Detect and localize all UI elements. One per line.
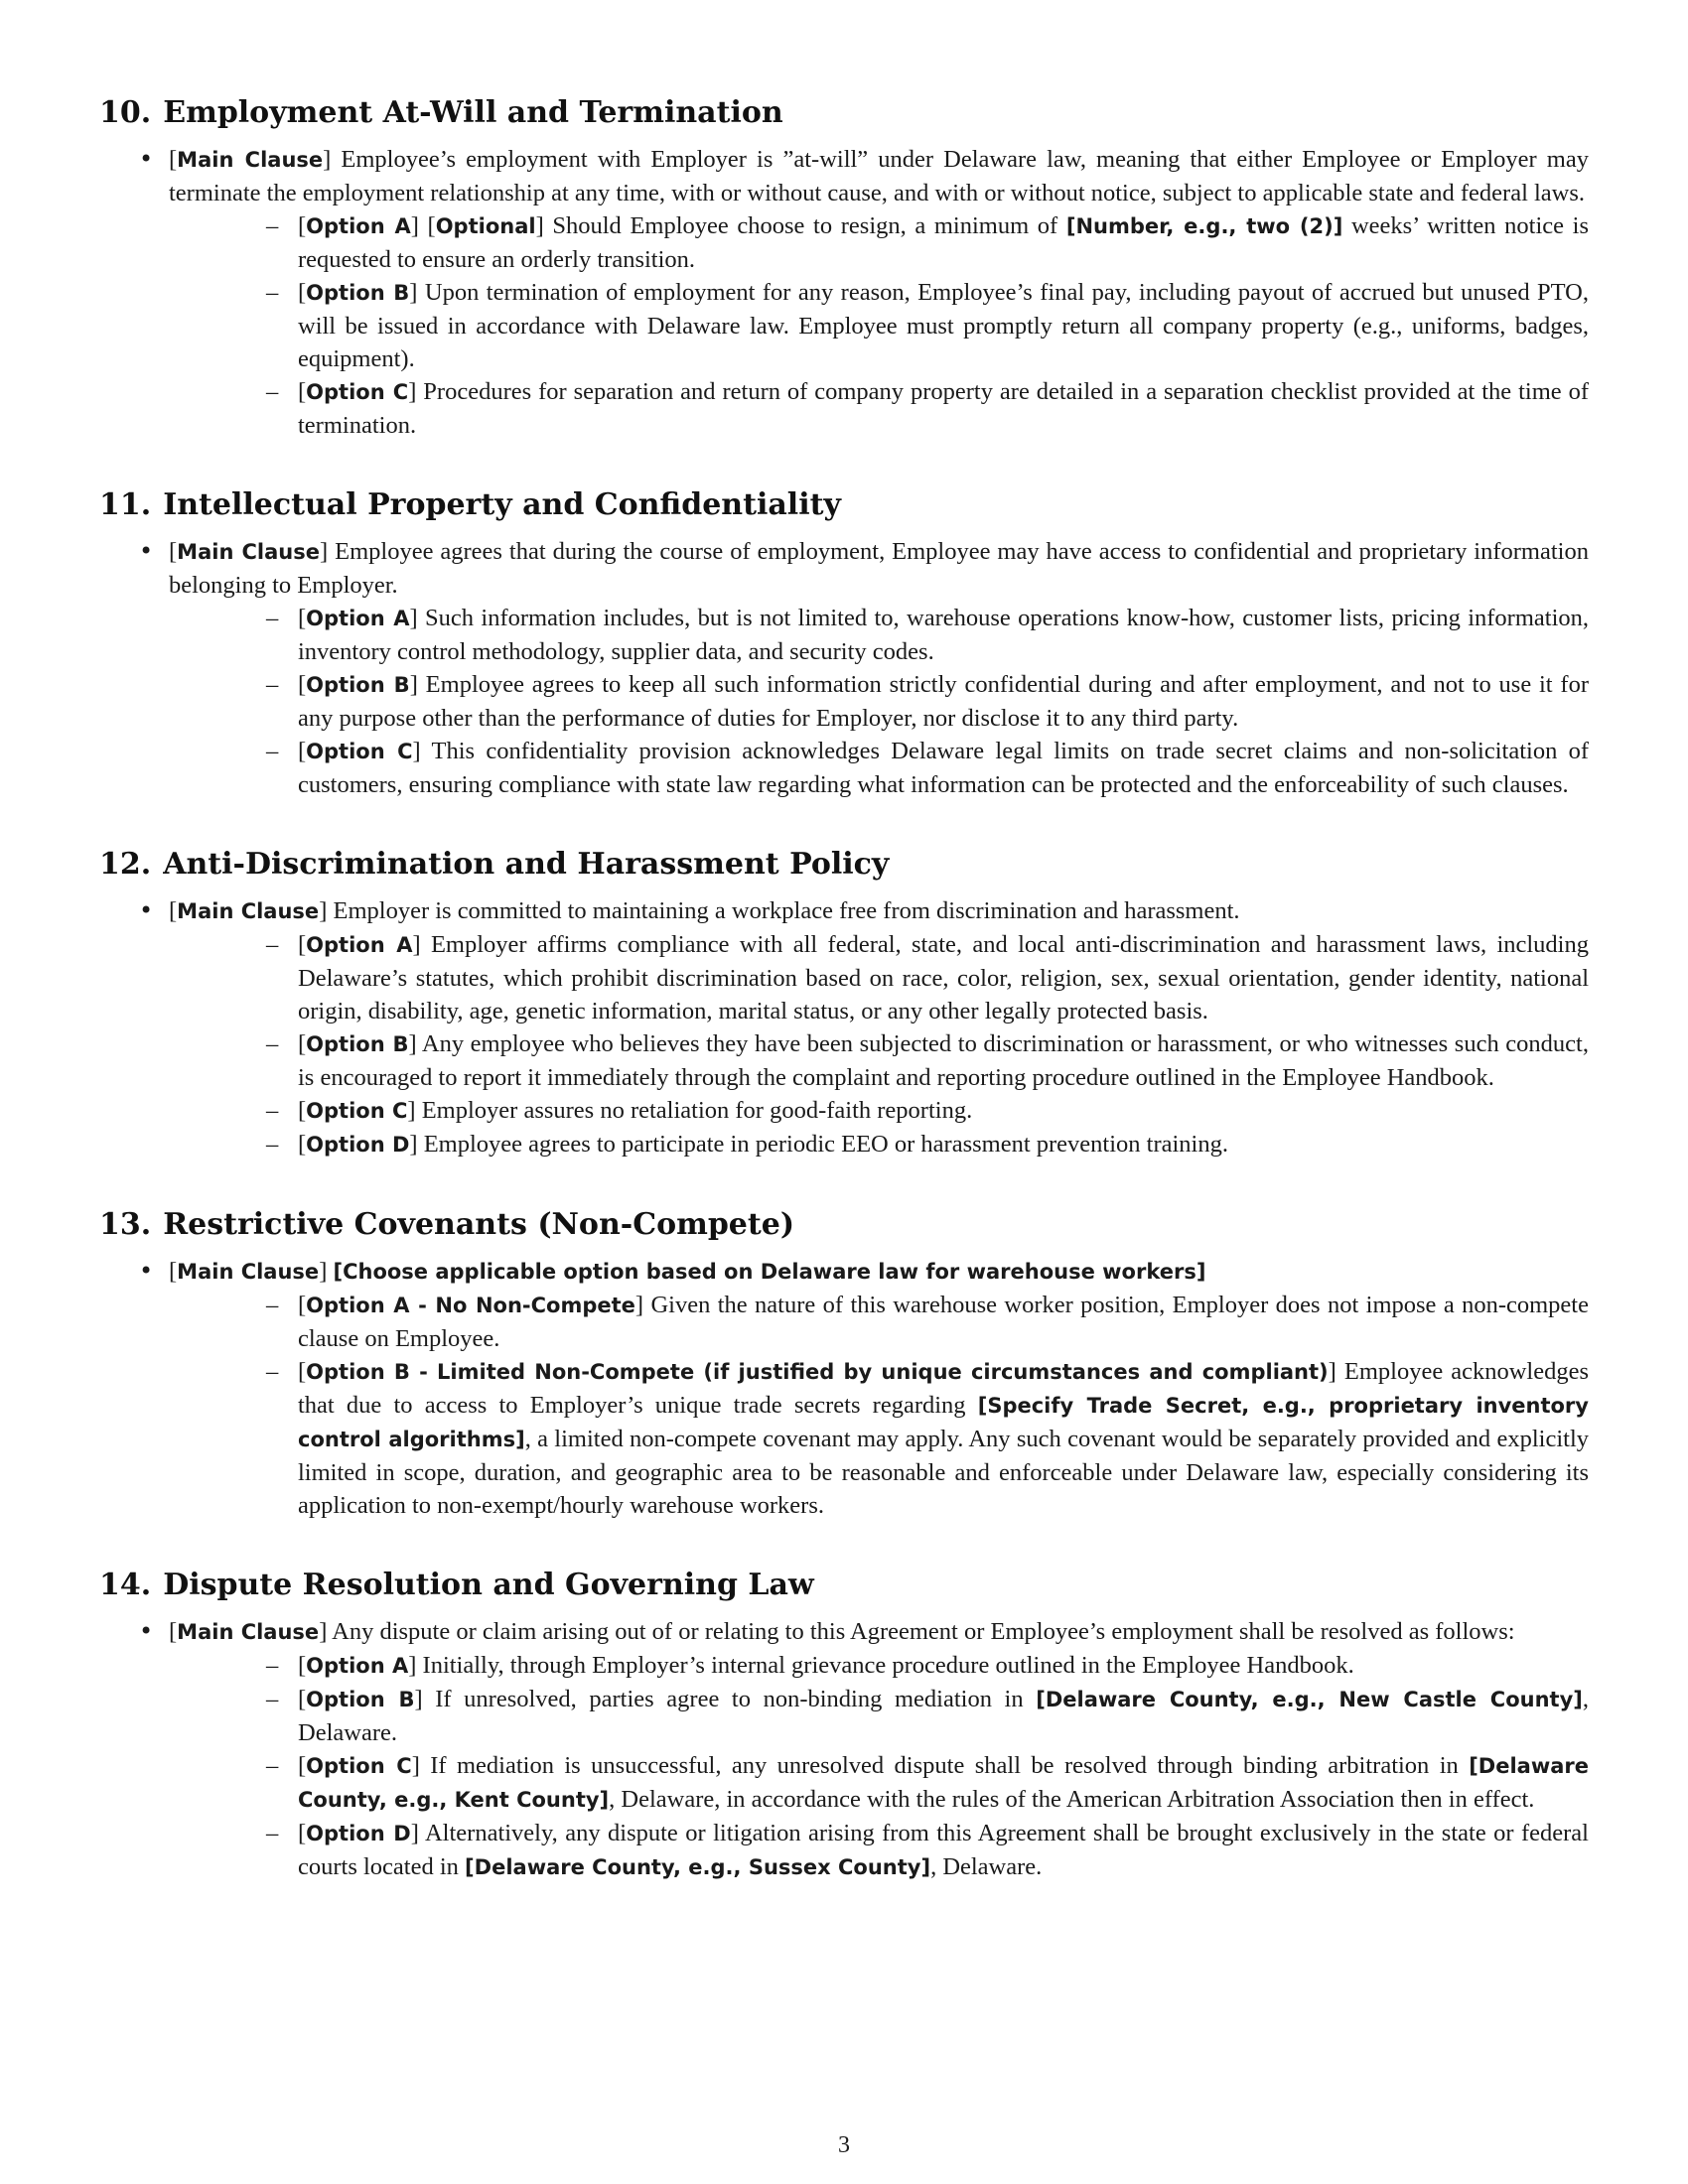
option-item	[169, 1094, 1589, 1128]
section-heading	[99, 1564, 1589, 1607]
placeholder-field: [Specify Trade Secret, e.g., proprietary inventory control algorithms]	[298, 1394, 1589, 1451]
option-body-cont: , Delaware.	[298, 1686, 1589, 1746]
option-item	[169, 276, 1589, 375]
clause-tag: Main Clause	[177, 1620, 320, 1644]
dash-icon: –	[266, 1820, 279, 1846]
clause-list	[99, 894, 1589, 1161]
option-list	[169, 1649, 1589, 1884]
option-tag: Option C	[306, 1754, 412, 1778]
option-text: [Option B] Any employee who believes they have been subjected to discrimination or harassment, or who witnesses such conduct, is encouraged to report it immediately through the complaint and reporting procedure outlined in the Employee Handbook.	[298, 1030, 1589, 1091]
section-heading	[99, 483, 1589, 527]
clause-tag: Main Clause	[177, 1260, 320, 1284]
option-tag: Option B	[306, 1032, 409, 1056]
option-item	[169, 1355, 1589, 1522]
clause-tag: Main Clause	[177, 148, 324, 172]
main-clause	[99, 1615, 1589, 1884]
main-clause-text: [Main Clause] Employer is committed to maintaining a workplace free from discrimination and harassment.	[169, 897, 1240, 924]
bullet-icon: •	[139, 537, 154, 565]
option-text: [Option B] Employee agrees to keep all such information strictly confidential during and after employment, and not to use it for any purpose other than the performance of duties for Employer, nor disclose it to any third party.	[298, 671, 1589, 732]
section-14	[99, 1564, 1589, 1884]
section-number: 13.	[99, 1207, 152, 1242]
option-body: Employee agrees to participate in periodic EEO or harassment prevention training.	[423, 1131, 1228, 1158]
clause-body: Any dispute or claim arising out of or relating to this Agreement or Employee’s employment shall be resolved as follows:	[332, 1618, 1515, 1645]
bullet-icon: •	[139, 145, 154, 173]
option-body: Procedures for separation and return of company property are detailed in a separation checklist provided at the time of termination.	[298, 378, 1589, 439]
clause-list	[99, 1615, 1589, 1884]
bullet-icon: •	[139, 896, 154, 924]
option-item	[169, 668, 1589, 735]
option-body: If mediation is unsuccessful, any unresolved dispute shall be resolved through binding arbitration in	[430, 1752, 1470, 1779]
section-title: Restrictive Covenants (Non-Compete)	[163, 1207, 795, 1242]
section-13	[99, 1203, 1589, 1522]
section-number: 11.	[99, 487, 152, 522]
main-clause	[99, 143, 1589, 442]
main-clause-text: [Main Clause] Employee agrees that during the course of employment, Employee may have access to confidential and proprietary information belonging to Employer.	[169, 538, 1589, 599]
option-item	[169, 1649, 1589, 1683]
option-item	[169, 602, 1589, 668]
dash-icon: –	[266, 1686, 279, 1712]
dash-icon: –	[266, 1097, 279, 1124]
option-body: Employee agrees to keep all such information strictly confidential during and after employment, and not to use it for any purpose other than the performance of duties for Employer, nor disclose it to any third party.	[298, 671, 1589, 732]
option-text: [Option A] [Optional] Should Employee choose to resign, a minimum of [Number, e.g., two (2)] weeks’ written notice is requested to ensure an orderly transition.	[298, 212, 1590, 273]
main-clause	[99, 894, 1589, 1161]
option-list	[169, 1289, 1589, 1522]
section-heading	[99, 843, 1589, 887]
option-body-cont: , a limited non-compete covenant may apply. Any such covenant would be separately provided and explicitly limited in scope, duration, and geographic area to be reasonable and enforceable under Delaware law, especially considering its application to non-exempt/hourly warehouse workers.	[298, 1426, 1590, 1519]
main-clause-text: [Main Clause] Employee’s employment with Employer is ”at-will” under Delaware law, meaning that either Employee or Employer may terminate the employment relationship at any time, with or without cause, and with or without notice, subject to applicable state and federal laws.	[169, 146, 1589, 206]
option-text: [Option C] If mediation is unsuccessful, any unresolved dispute shall be resolved through binding arbitration in [Delaware County, e.g., Kent County], Delaware, in accordance with the rules of the American Arbitration Association then in effect.	[298, 1752, 1589, 1813]
option-item	[169, 1749, 1589, 1817]
section-number: 10.	[99, 95, 152, 130]
option-item	[169, 1027, 1589, 1094]
option-item	[169, 1289, 1589, 1355]
option-list	[169, 209, 1589, 442]
clause-body: Employee agrees that during the course of employment, Employee may have access to confidential and proprietary information belonging to Employer.	[169, 538, 1589, 599]
option-body: Such information includes, but is not limited to, warehouse operations know-how, customer lists, pricing information, inventory control methodology, supplier data, and security codes.	[298, 605, 1589, 665]
placeholder-field: [Delaware County, e.g., Sussex County]	[465, 1855, 931, 1879]
dash-icon: –	[266, 1131, 279, 1158]
section-number: 12.	[99, 847, 152, 882]
section-title: Intellectual Property and Confidentiality	[163, 487, 841, 522]
section-12	[99, 843, 1589, 1161]
option-text: [Option B] Upon termination of employment for any reason, Employee’s final pay, including payout of accrued but unused PTO, will be issued in accordance with Delaware law. Employee must promptly return all company property (e.g., uniforms, badges, equipment).	[298, 279, 1589, 372]
option-tag: Option C	[306, 740, 413, 763]
main-clause	[99, 535, 1589, 801]
section-title: Anti-Discrimination and Harassment Policy	[163, 847, 890, 882]
option-body-cont: , Delaware.	[930, 1853, 1043, 1880]
option-tag: Option B	[306, 281, 410, 305]
option-list	[169, 602, 1589, 801]
option-tag: Option A	[306, 1654, 409, 1678]
dash-icon: –	[266, 931, 279, 958]
option-body-cont: , Delaware, in accordance with the rules of the American Arbitration Association then in effect.	[609, 1786, 1535, 1813]
section-11	[99, 483, 1589, 801]
clause-list	[99, 143, 1589, 442]
option-tag: Option C	[306, 380, 409, 404]
option-body: Employee acknowledges that due to access to Employer’s unique trade secrets regarding	[298, 1358, 1590, 1419]
page-number: 3	[838, 2132, 850, 2158]
option-body: Given the nature of this warehouse worker position, Employer does not impose a non-compete clause on Employee.	[298, 1292, 1589, 1352]
section-number: 14.	[99, 1568, 152, 1602]
option-item	[169, 1817, 1589, 1884]
option-item	[169, 209, 1589, 276]
option-tag: Option D	[306, 1133, 410, 1157]
option-text: [Option A] Initially, through Employer’s internal grievance procedure outlined in the Employee Handbook.	[298, 1652, 1354, 1679]
bullet-icon: •	[139, 1617, 154, 1645]
dash-icon: –	[266, 212, 279, 239]
section-heading	[99, 1203, 1589, 1247]
option-body: If unresolved, parties agree to non-binding mediation in	[435, 1686, 1037, 1712]
main-clause-text: [Main Clause] Any dispute or claim arising out of or relating to this Agreement or Employee’s employment shall be resolved as follows:	[169, 1618, 1515, 1645]
main-clause	[99, 1255, 1589, 1522]
placeholder-field: [Delaware County, e.g., Kent County]	[298, 1754, 1589, 1812]
option-body: Should Employee choose to resign, a minimum of	[552, 212, 1066, 239]
clause-body: Employer is committed to maintaining a workplace free from discrimination and harassment.	[333, 897, 1240, 924]
placeholder-field: [Delaware County, e.g., New Castle County]	[1036, 1688, 1583, 1711]
option-tag: Option A - No Non-Compete	[306, 1294, 635, 1317]
option-list	[169, 928, 1589, 1161]
option-text: [Option C] Employer assures no retaliation for good-faith reporting.	[298, 1097, 973, 1124]
option-tag: Option B - Limited Non-Compete (if justified by unique circumstances and compliant)	[306, 1360, 1329, 1384]
option-body: Alternatively, any dispute or litigation arising from this Agreement shall be brought exclusively in the state or federal courts located in	[298, 1820, 1589, 1880]
option-tag: Option C	[306, 1099, 408, 1123]
section-title: Dispute Resolution and Governing Law	[163, 1568, 814, 1602]
option-tag: Option A	[306, 933, 413, 957]
dash-icon: –	[266, 1292, 279, 1318]
option-body-cont: weeks’ written notice is requested to ensure an orderly transition.	[298, 212, 1590, 273]
option-text: [Option D] Alternatively, any dispute or litigation arising from this Agreement shall be brought exclusively in the state or federal courts located in [Delaware County, e.g., Sussex County], Delaware.	[298, 1820, 1589, 1880]
option-body: Employer affirms compliance with all federal, state, and local anti-discrimination and harassment laws, including Delaware’s statutes, which prohibit discrimination based on race, color, religion, sex, sexual orientation, gender identity, national origin, disability, age, genetic information, marital status, or any other legally protected basis.	[298, 931, 1589, 1024]
option-tag: Option B	[306, 1688, 415, 1711]
dash-icon: –	[266, 605, 279, 631]
option-text: [Option D] Employee agrees to participate in periodic EEO or harassment prevention training.	[298, 1131, 1228, 1158]
dash-icon: –	[266, 279, 279, 306]
dash-icon: –	[266, 1358, 279, 1385]
dash-icon: –	[266, 738, 279, 764]
option-text: [Option B] If unresolved, parties agree to non-binding mediation in [Delaware County, e.g., New Castle County], Delaware.	[298, 1686, 1589, 1746]
option-text: [Option A] Such information includes, but is not limited to, warehouse operations know-how, customer lists, pricing information, inventory control methodology, supplier data, and security codes.	[298, 605, 1589, 665]
dash-icon: –	[266, 378, 279, 405]
dash-icon: –	[266, 671, 279, 698]
option-text: [Option A] Employer affirms compliance with all federal, state, and local anti-discrimination and harassment laws, including Delaware’s statutes, which prohibit discrimination based on race, color, religion, sex, sexual orientation, gender identity, national origin, disability, age, genetic information, marital status, or any other legally protected basis.	[298, 931, 1589, 1024]
option-item	[169, 1683, 1589, 1749]
option-tag-secondary: Optional	[435, 214, 536, 238]
section-10	[99, 91, 1589, 442]
option-tag: Option A	[306, 214, 411, 238]
option-item	[169, 928, 1589, 1027]
section-heading	[99, 91, 1589, 135]
option-item	[169, 735, 1589, 801]
option-text: [Option C] Procedures for separation and return of company property are detailed in a separation checklist provided at the time of termination.	[298, 378, 1589, 439]
section-title: Employment At-Will and Termination	[163, 95, 783, 130]
option-tag: Option A	[306, 607, 410, 630]
clause-tag: Main Clause	[177, 540, 320, 564]
option-item	[169, 1128, 1589, 1161]
option-text: [Option C] This confidentiality provision acknowledges Delaware legal limits on trade secret claims and non-solicitation of customers, ensuring compliance with state law regarding what information can be protected and the enforceability of such clauses.	[298, 738, 1590, 798]
document-body	[99, 91, 1589, 1926]
dash-icon: –	[266, 1652, 279, 1679]
option-body: Any employee who believes they have been subjected to discrimination or harassment, or who witnesses such conduct, is encouraged to report it immediately through the complaint and reporting procedure outlined in the Employee Handbook.	[298, 1030, 1589, 1091]
option-tag: Option B	[306, 673, 410, 697]
option-text: [Option A - No Non-Compete] Given the nature of this warehouse worker position, Employer does not impose a non-compete clause on Employee.	[298, 1292, 1589, 1352]
option-item	[169, 375, 1589, 442]
option-text: [Option B - Limited Non-Compete (if justified by unique circumstances and compliant)] Employee acknowledges that due to access to Employer’s unique trade secrets regarding [Specify Trade Secret, e.g., proprietary inventory control algorithms], a limited non-compete covenant may apply. Any such covenant would be separately provided and explicitly limited in scope, duration, and geographic area to be reasonable and enforceable under Delaware law, especially considering its application to non-exempt/hourly warehouse workers.	[298, 1358, 1590, 1519]
option-body: Employer assures no retaliation for good-faith reporting.	[421, 1097, 973, 1124]
main-clause-text: [Main Clause] [Choose applicable option based on Delaware law for warehouse workers]	[169, 1258, 1206, 1285]
clause-list	[99, 535, 1589, 801]
dash-icon: –	[266, 1030, 279, 1057]
placeholder-field: [Number, e.g., two (2)]	[1065, 214, 1343, 238]
option-body: Upon termination of employment for any reason, Employee’s final pay, including payout of accrued but unused PTO, will be issued in accordance with Delaware law. Employee must promptly return all company property (e.g., uniforms, badges, equipment).	[298, 279, 1589, 372]
placeholder-field: [Choose applicable option based on Delaware law for warehouse workers]	[333, 1260, 1206, 1284]
clause-list	[99, 1255, 1589, 1522]
option-body: Initially, through Employer’s internal grievance procedure outlined in the Employee Handbook.	[422, 1652, 1354, 1679]
dash-icon: –	[266, 1752, 279, 1779]
clause-body: Employee’s employment with Employer is ”at-will” under Delaware law, meaning that either Employee or Employer may terminate the employment relationship at any time, with or without cause, and with or without notice, subject to applicable state and federal laws.	[169, 146, 1589, 206]
option-body: This confidentiality provision acknowledges Delaware legal limits on trade secret claims and non-solicitation of customers, ensuring compliance with state law regarding what information can be protected and the enforceability of such clauses.	[298, 738, 1590, 798]
bullet-icon: •	[139, 1257, 154, 1285]
clause-tag: Main Clause	[177, 899, 320, 923]
option-tag: Option D	[306, 1822, 411, 1845]
